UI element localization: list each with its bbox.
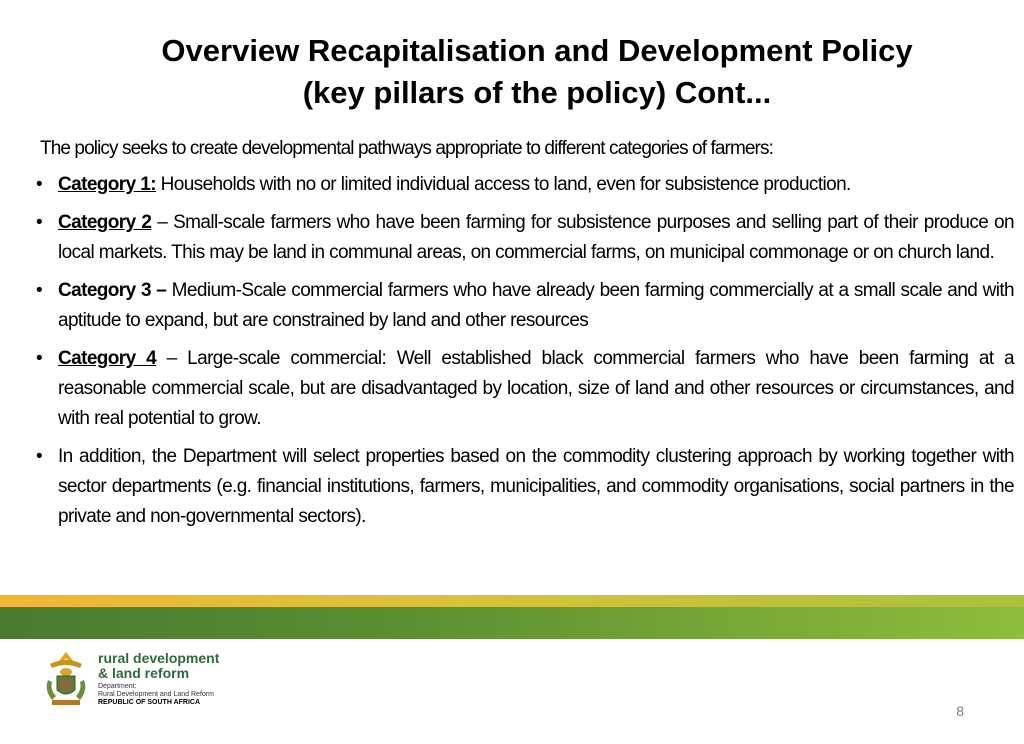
logo-wordmark [98, 651, 219, 681]
slide-title-line2: (key pillars of the policy) Cont... [302, 75, 772, 110]
footer-band-green [0, 607, 1024, 639]
department-name: Rural Development and Land Reform [98, 691, 214, 698]
bullet-dot: • [36, 174, 43, 195]
bullet-item-category-4 [30, 344, 1014, 434]
category-text: – Large-scale commercial: Well established black commercial farmers who have been farming at a reasonable commercial scale, but are disadvantaged by location, size of land and other resources or circumstances, and with real potential to grow. [58, 348, 1015, 429]
footer-band-gold [0, 595, 1024, 607]
category-text: In addition, the Department will select properties based on the commodity clustering approach by working together with sector departments (e.g. financial institutions, farmers, municipalities, and commodity organisations, social partners in the private and non-governmental sectors). [58, 446, 1014, 527]
bullet-dot: • [36, 280, 43, 301]
department-label: Department: [98, 683, 137, 690]
bullet-item-category-2 [30, 208, 1014, 268]
category-text: – Small-scale farmers who have been farming for subsistence purposes and selling part of their produce on local markets. This may be land in communal areas, on commercial farms, on municipal commonage or on church land. [58, 212, 1014, 263]
intro-text: The policy seeks to create developmental pathways appropriate to different categories of farmers: [40, 138, 773, 159]
department-text [98, 683, 214, 707]
coat-of-arms-icon [40, 650, 92, 710]
category-label: Category 4 [58, 348, 157, 369]
bullet-item-category-1 [30, 170, 1014, 200]
bullet-item-additional [30, 442, 1014, 532]
logo-line1: rural development [98, 650, 220, 666]
category-label: Category 3 – [58, 280, 167, 301]
slide-title [60, 30, 1014, 114]
category-text: Medium-Scale commercial farmers who have already been farming commercially at a small scale and with aptitude to expand, but are constrained by land and other resources [58, 280, 1014, 331]
slide-title-line1: Overview Recapitalisation and Development Policy [161, 33, 913, 68]
page-number: 8 [956, 703, 964, 719]
bullet-list [30, 170, 1014, 540]
bullet-item-category-3 [30, 276, 1014, 336]
bullet-dot: • [36, 212, 43, 233]
category-text: Households with no or limited individual access to land, even for subsistence production. [155, 174, 851, 195]
category-label: Category 1: [58, 174, 156, 195]
bullet-dot: • [36, 446, 43, 467]
bullet-dot: • [36, 348, 43, 369]
country-name: REPUBLIC OF SOUTH AFRICA [98, 699, 201, 706]
category-label: Category 2 [58, 212, 152, 233]
logo-line2: & land reform [98, 665, 190, 681]
